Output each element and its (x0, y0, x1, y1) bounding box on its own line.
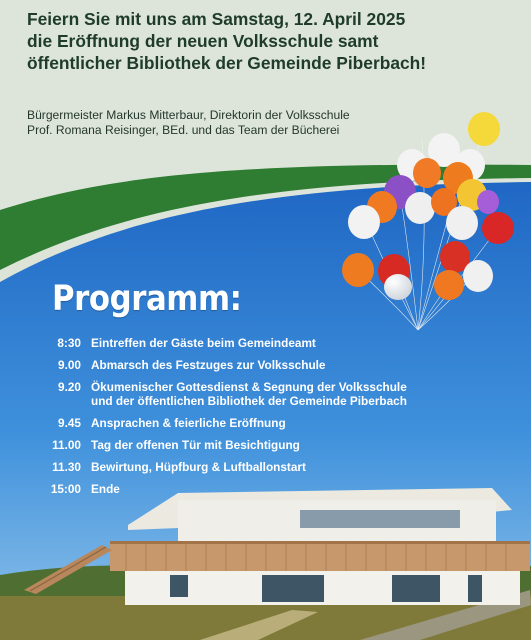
program-text-line: und der öffentlichen Bibliothek der Gemeinde Piberbach (91, 394, 407, 408)
program-text: Bewirtung, Hüpfburg & Luftballonstart (91, 460, 306, 474)
program-text (91, 380, 421, 408)
program-time: 9.45 (58, 416, 81, 430)
program-title: Programm: (52, 279, 242, 319)
program-item (44, 416, 444, 430)
program-time: 15:00 (50, 482, 81, 496)
hosts-line: Prof. Romana Reisinger, BEd. und das Team der Bücherei (27, 123, 340, 137)
program-time: 11.00 (52, 438, 81, 452)
program-text: Ansprachen & feierliche Eröffnung (91, 416, 286, 430)
headline-line: Feiern Sie mit uns am Samstag, 12. April 2025 (27, 9, 406, 29)
program-text: Ende (91, 482, 120, 496)
hosts-line: Bürgermeister Markus Mitterbaur, Direktorin der Volksschule (27, 108, 350, 122)
program-item (44, 438, 444, 452)
headline-line: öffentlicher Bibliothek der Gemeinde Piberbach! (27, 53, 427, 73)
program-item (44, 358, 444, 372)
program-time: 8:30 (57, 336, 81, 350)
program-item (44, 460, 444, 474)
program-time: 9.20 (58, 380, 81, 394)
program-text-line: Ökumenischer Gottesdienst & Segnung der Volksschule (91, 380, 407, 394)
program-item (44, 380, 444, 408)
program-list (44, 336, 444, 504)
headline-line: die Eröffnung der neuen Volksschule samt (27, 31, 379, 51)
hosts-text (27, 108, 457, 138)
program-text: Eintreffen der Gäste beim Gemeindeamt (91, 336, 316, 350)
program-item (44, 482, 444, 496)
program-time: 9.00 (58, 358, 81, 372)
event-headline (27, 8, 517, 74)
program-text: Abmarsch des Festzuges zur Volksschule (91, 358, 326, 372)
program-item (44, 336, 444, 350)
program-time: 11.30 (52, 460, 81, 474)
program-text: Tag der offenen Tür mit Besichtigung (91, 438, 300, 452)
